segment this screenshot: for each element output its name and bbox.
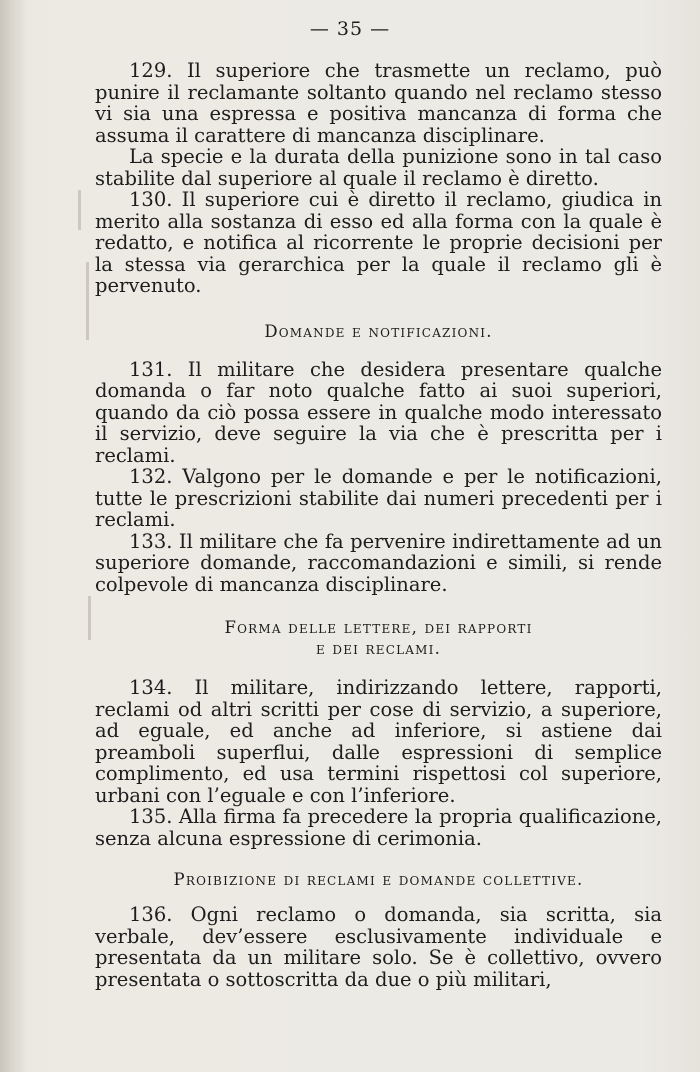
- margin-pencil-mark: [86, 262, 89, 340]
- paragraph-129: 129. Il superiore che trasmette un reclamo, può punire il reclamante soltanto quando nel reclamo stesso vi sia una espressa e positiva mancanza di forma che assuma il carattere di mancanza disciplinare.: [95, 59, 662, 147]
- section-heading-proibizione: Proibizione di reclami e domande collettive.: [173, 870, 584, 889]
- paragraph-129-continued: La specie e la durata della punizione sono in tal caso stabilite dal superiore al quale il reclamo è diretto.: [95, 145, 662, 190]
- margin-pencil-mark: [78, 190, 81, 230]
- margin-pencil-mark: [88, 596, 91, 640]
- page-number: — 35 —: [309, 18, 391, 40]
- paragraph-136: 136. Ogni reclamo o domanda, sia scritta, sia verbale, dev’essere esclusivamente individuale e presentata da un militare solo. Se è collettivo, ovvero presentata o sottoscritta da due o più militari,: [95, 903, 662, 991]
- paragraph-131: 131. Il militare che desidera presentare qualche domanda o far noto qualche fatto ai suoi superiori, quando da ciò possa essere in qualche modo interessato il servizio, deve seguire la via che è prescritta per i reclami.: [95, 357, 662, 467]
- paragraph-135: 135. Alla firma fa precedere la propria qualificazione, senza alcuna espressione di cerimonia.: [95, 805, 662, 850]
- section-heading-forma-line2: e dei reclami.: [315, 639, 442, 658]
- section-heading-domande: Domande e notificazioni.: [264, 321, 493, 341]
- page-spine-shadow: [0, 0, 26, 1072]
- paragraph-134: 134. Il militare, indirizzando lettere, rapporti, reclami od altri scritti per cose di servizio, a superiore, ad eguale, ed anche ad inferiore, si astiene dai preamboli superflui, dalle espressioni di semplice complimento, ed usa termini rispettosi col superiore, urbani con l’eguale e con l’inferiore.: [95, 676, 662, 807]
- section-heading-forma: [95, 617, 662, 659]
- page-body: [95, 60, 662, 990]
- paragraph-132: 132. Valgono per le domande e per le notificazioni, tutte le prescrizioni stabilite dai numeri precedenti per i reclami.: [95, 465, 662, 531]
- paragraph-133: 133. Il militare che fa pervenire indirettamente ad un superiore domande, raccomandazioni e simili, si rende colpevole di mancanza disciplinare.: [95, 529, 662, 596]
- paragraph-130: 130. Il superiore cui è diretto il reclamo, giudica in merito alla sostanza di esso ed alla forma con la quale è redatto, e notifica al ricorrente le proprie decisioni per la stessa via gerarchica per la quale il reclamo gli è pervenuto.: [95, 188, 662, 297]
- section-heading-forma-line1: Forma delle lettere, dei rapporti: [224, 618, 533, 637]
